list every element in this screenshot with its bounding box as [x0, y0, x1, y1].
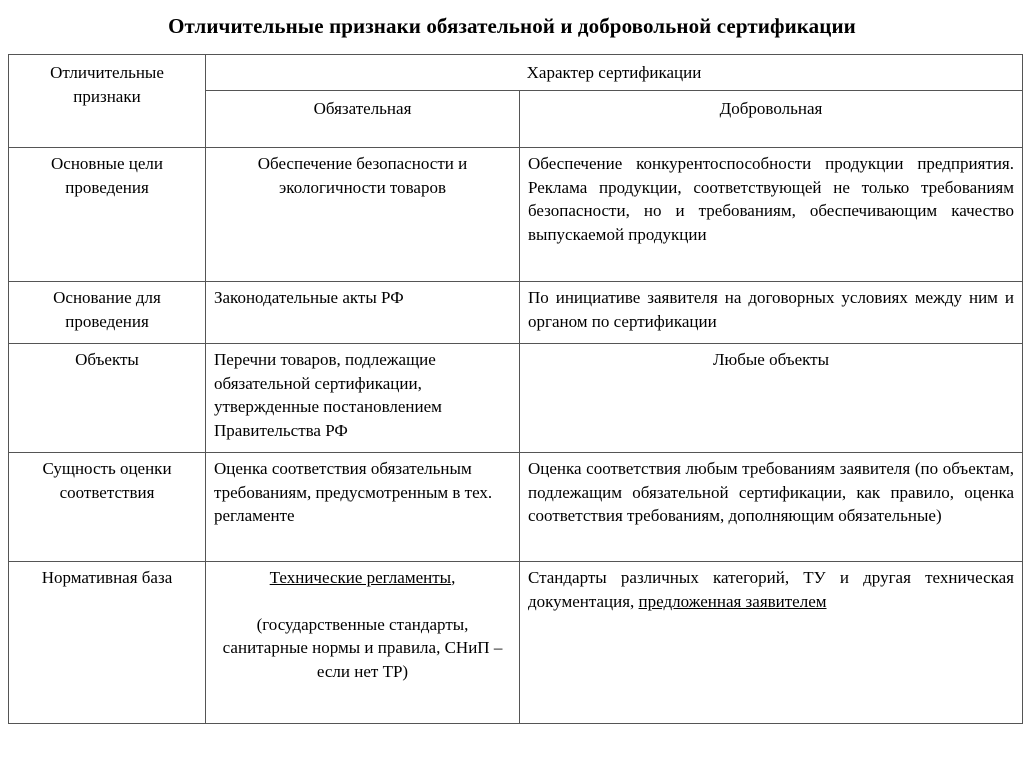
- table-row: [9, 344, 1023, 453]
- row-feature-label: Основные цели проведения: [51, 154, 163, 197]
- header-mandatory-cell: [206, 91, 520, 148]
- row-mandatory-text: Оценка соответствия обязательным требованиям, предусмотренным в тех. регламенте: [214, 459, 493, 525]
- row-mandatory-text: Перечни товаров, подлежащие обязательной сертификации, утвержденные постановлением Правительства РФ: [214, 350, 442, 440]
- row-voluntary-text: Любые объекты: [712, 350, 830, 369]
- row-mandatory-cell: [206, 453, 520, 562]
- row-voluntary-cell: [520, 282, 1023, 344]
- row-voluntary-cell: [520, 453, 1023, 562]
- row-mandatory-comma: ,: [451, 568, 456, 587]
- header-voluntary-cell: [520, 91, 1023, 148]
- row-mandatory-main: Технические регламенты: [269, 568, 452, 587]
- row-feature-label: Сущность оценки соответствия: [42, 459, 172, 502]
- certification-table: [8, 54, 1023, 724]
- page-title: Отличительные признаки обязательной и добровольной сертификации: [168, 14, 856, 38]
- row-mandatory-text: Обеспечение безопасности и экологичности товаров: [257, 154, 468, 197]
- row-feature-cell: [9, 148, 206, 282]
- row-voluntary-link: предложенная заявителем: [638, 591, 827, 611]
- row-voluntary-text: Обеспечение конкурентоспособности продукции предприятия. Реклама продукции, соответствующей не только требованиям безопасности, но и требованиям, обеспечивающим качество выпускаемой продукции: [528, 154, 1014, 244]
- table-row: [9, 562, 1023, 724]
- row-voluntary-text: По инициативе заявителя на договорных условиях между ним и органом по сертификации: [528, 288, 1014, 331]
- row-voluntary-cell: [520, 562, 1023, 724]
- row-mandatory-cell: [206, 148, 520, 282]
- table-row: [9, 282, 1023, 344]
- header-mandatory-label: Обязательная: [313, 99, 412, 118]
- row-feature-cell: [9, 282, 206, 344]
- header-feature-cell: [9, 55, 206, 148]
- row-voluntary-main: Стандарты различных категорий, ТУ и другая техническая документация,: [528, 568, 1014, 611]
- header-feature-label: Отличительные признаки: [50, 63, 164, 106]
- header-voluntary-label: Добровольная: [719, 99, 823, 118]
- row-voluntary-cell: [520, 344, 1023, 453]
- row-voluntary-text: Оценка соответствия любым требованиям заявителя (по объектам, подлежащим обязательной сертификации, как правило, оценка соответствия требованиям, дополняющим обязательные): [528, 459, 1014, 525]
- row-feature-cell: [9, 453, 206, 562]
- row-mandatory-cell: [206, 344, 520, 453]
- row-mandatory-cell: [206, 282, 520, 344]
- header-group-label: Характер сертификации: [526, 63, 702, 82]
- table-row: [9, 148, 1023, 282]
- row-feature-cell: [9, 562, 206, 724]
- row-feature-label: Объекты: [75, 350, 139, 369]
- header-group-cell: [206, 55, 1023, 91]
- row-feature-label: Нормативная база: [41, 568, 173, 587]
- row-mandatory-cell: [206, 562, 520, 724]
- row-voluntary-cell: [520, 148, 1023, 282]
- row-feature-label: Основание для проведения: [53, 288, 161, 331]
- row-feature-cell: [9, 344, 206, 453]
- row-mandatory-note: (государственные стандарты, санитарные нормы и правила, СНиП – если нет ТР): [222, 614, 503, 681]
- table-row: [9, 453, 1023, 562]
- row-mandatory-text: Законодательные акты РФ: [214, 288, 404, 307]
